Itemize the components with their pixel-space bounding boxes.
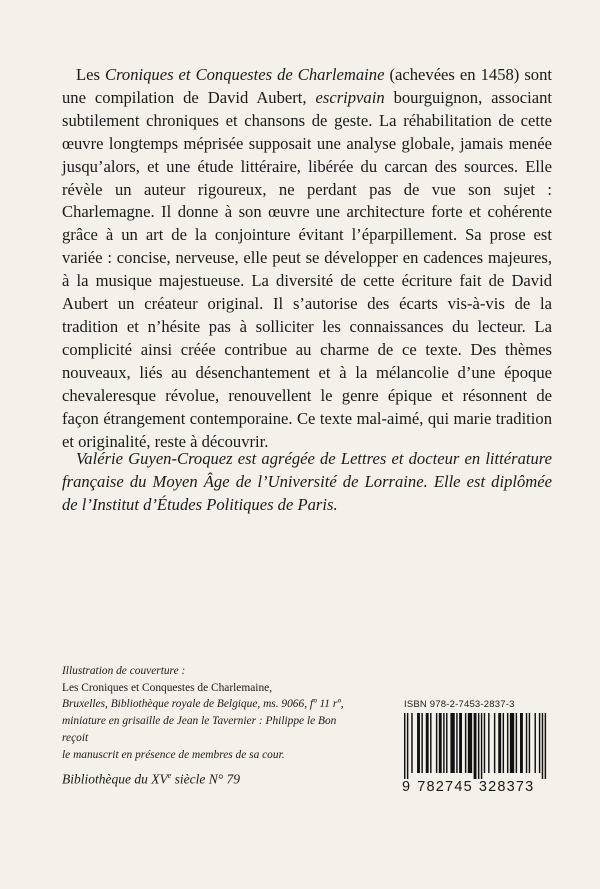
credits-heading: Illustration de couverture : <box>62 665 186 677</box>
ean-left-group: 782745 <box>417 779 473 795</box>
series-line <box>62 771 240 788</box>
series-prefix: Bibliothèque du XV <box>62 771 168 787</box>
ean-digits <box>402 779 550 795</box>
blurb-text-2: (achevées en 1458) sont une compilation de David Aubert, <box>62 65 553 107</box>
ean-right-group: 328373 <box>478 779 535 795</box>
series-sup: e <box>167 771 172 780</box>
credits-caption-1: miniature en grisaille de Jean le Tavernier : Philippe le Bon reçoit <box>62 715 337 744</box>
blurb-escripvain: escripvain <box>315 87 385 107</box>
cover-illustration-credits <box>62 663 362 763</box>
credits-caption-2: le manuscrit en présence de membres de sa cour. <box>62 748 285 761</box>
series-suffix: siècle N° 79 <box>171 771 241 787</box>
credits-title: Les Croniques et Conquestes de Charlemaine, <box>62 681 273 694</box>
blurb-text-3: bourguignon, associant subtilement chroniques et chansons de geste. La réhabilitation de cette œuvre longtemps méprisée supposait une analyse globale, jamais menée jusqu’alors, et une étude littéraire, libérée du carcan des sources. Elle révèle un auteur rigoureux, ne perdant pas de vue son sujet : Charlemagne. Il donne à son œuvre une architecture forte et cohérente grâce à un art de la conjointure évitant l’éparpillement. Sa prose est variée : concise, nerveuse, elle peut se développer en cadences majeures, à la musique majestueuse. La diversité de cette écriture fait de David Aubert un créateur original. Il s’autorise des écarts vis-à-vis de la tradition et n’hésite pas à solliciter les connaissances du lecteur. La complicité ainsi créée contribue au charme de ce texte. Des thèmes nouveaux, liés au désenchantement et à la mélancolie d’une époque chevaleresque révolue, renouvellent le genre épique et résonnent de façon étrangement contemporaine. Ce texte mal-aimé, qui marie tradition et originalité, reste à découvrir. <box>62 87 553 451</box>
author-bio: Valérie Guyen-Croquez est agrégée de Lettres et docteur en littérature française du Moyen Âge de l’Université de Lorraine. Elle est diplômée de l’Institut d’Études Politiques de Paris. <box>62 449 552 514</box>
barcode-icon <box>402 713 550 779</box>
credits-source: Bruxelles, Bibliothèque royale de Belgique, ms. 9066, fº 11 rº, <box>62 698 344 711</box>
barcode-block <box>402 699 550 795</box>
isbn-label: ISBN 978-2-7453-2837-3 <box>404 699 515 710</box>
blurb-lead: Les <box>76 65 105 84</box>
ean-first-digit: 9 <box>402 779 412 795</box>
book-blurb <box>62 64 552 453</box>
blurb-work-title: Croniques et Conquestes de Charlemaine <box>105 65 385 84</box>
